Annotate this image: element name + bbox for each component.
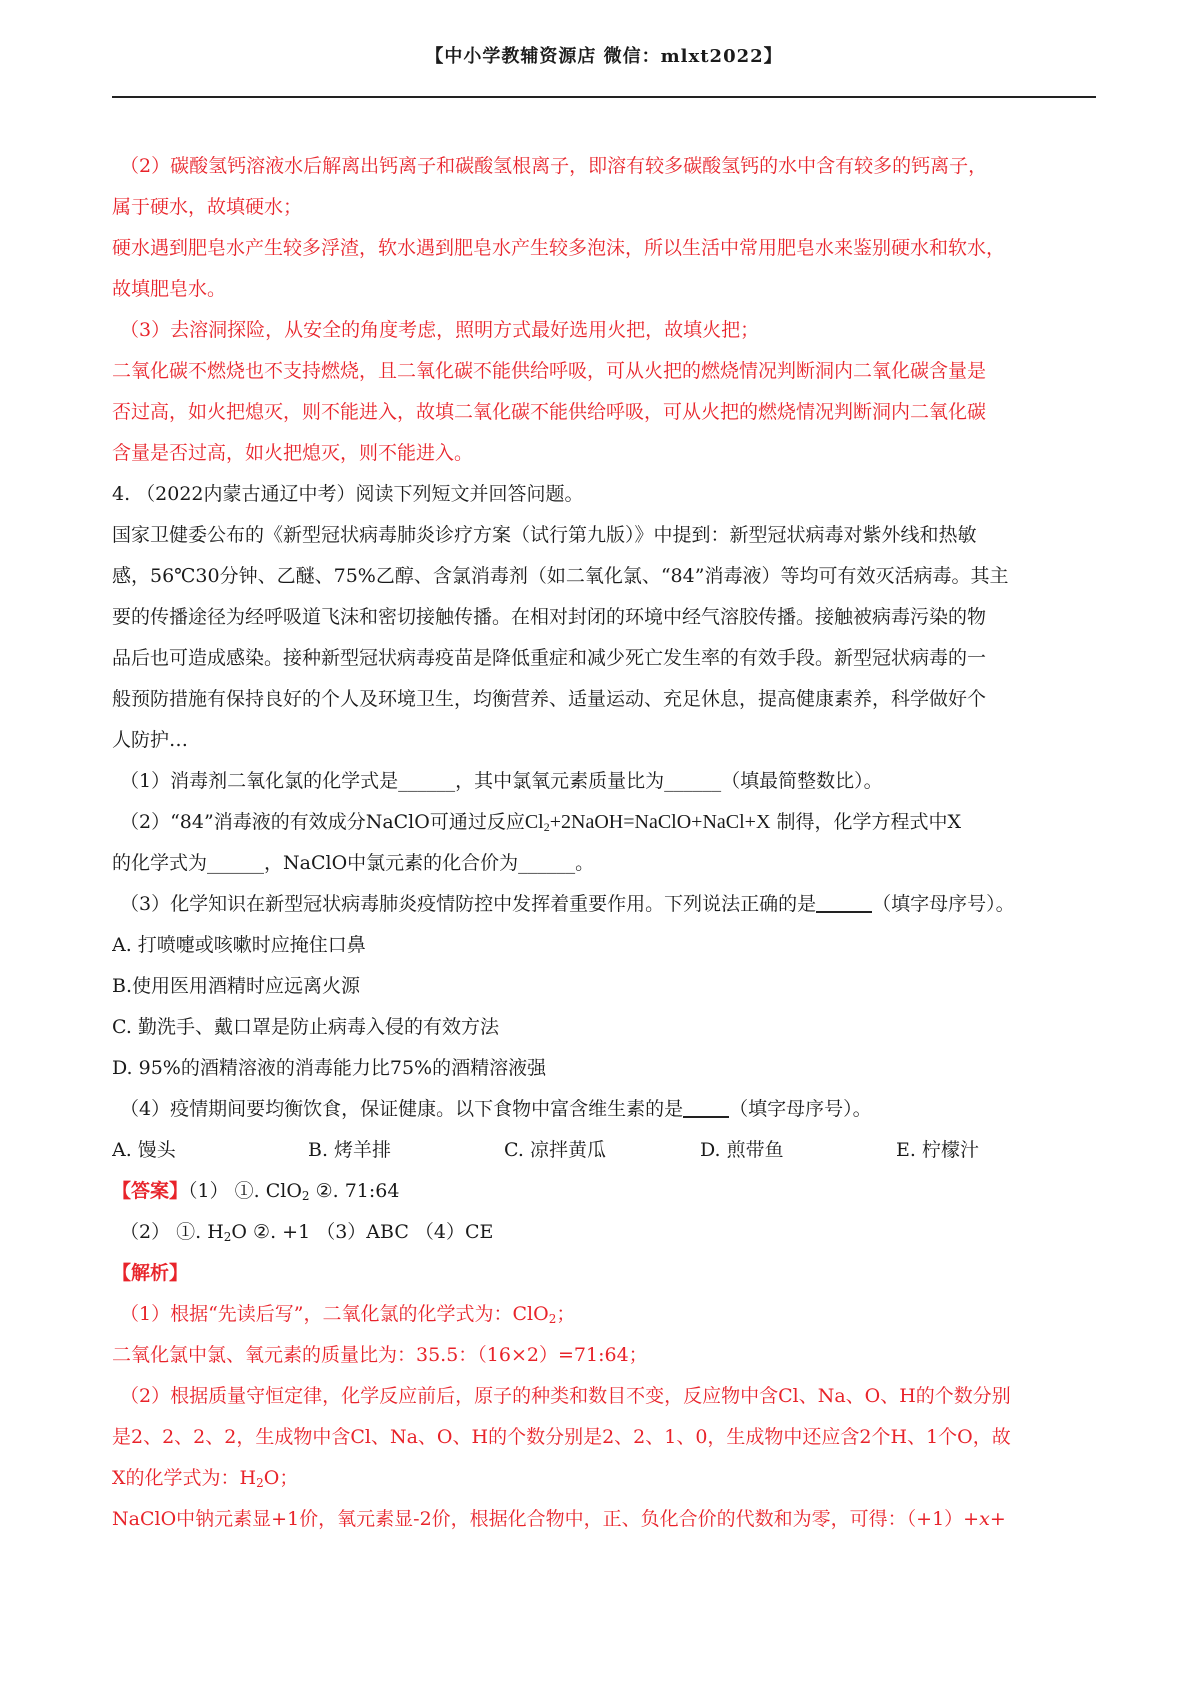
analysis-line [112,1499,1096,1540]
text-line: 般预防措施有保持良好的个人及环境卫生，均衡营养、适量运动、充足休息，提高健康素养，科学做好个 [112,688,987,710]
text-span: （2） ①. H [120,1221,224,1243]
answer-blank [816,891,872,913]
food-option: E. 柠檬汁 [896,1139,979,1161]
answer-line-1 [112,1171,1096,1212]
page-header [112,36,1096,98]
text-line: 品后也可造成感染。接种新型冠状病毒疫苗是降低重症和减少死亡发生率的有效手段。新型冠状病毒的一 [112,647,987,669]
analysis-label: 【解析】 [112,1262,189,1284]
formula-subscript: 2 [223,1230,232,1244]
food-option: A. 馒头 [112,1139,176,1161]
text-line: （3）去溶洞探险，从安全的角度考虑，照明方式最好选用火把，故填火把； [120,319,760,341]
formula-subscript: 2 [543,820,550,834]
text-span: （1）根据“先读后写”，二氧化氯的化学式为：ClO [120,1303,549,1325]
food-options [112,1130,1096,1171]
text-span: NaClO中钠元素显+1价，氧元素显-2价，根据化合物中，正、负化合价的代数和为零，可得：（+1）+ [112,1508,980,1530]
question-title: 4. （2022内蒙古通辽中考）阅读下列短文并回答问题。 [112,483,584,505]
text-line: 国家卫健委公布的《新型冠状病毒肺炎诊疗方案（试行第九版）》中提到：新型冠状病毒对紫外线和热敏 [112,524,977,546]
formula-subscript: 2 [548,1312,557,1326]
text-line: 人防护… [112,729,189,751]
formula-part: +2NaOH=NaClO+NaCl+X [549,811,771,833]
text-span: 制得，化学方程式中X [770,811,961,833]
formula-subscript: 2 [256,1476,264,1490]
analysis-line: 二氧化氯中氯、氧元素的质量比为：35.5：（16×2）=71:64； [112,1344,648,1366]
sub-question-1: （1）消毒剂二氧化氯的化学式是______，其中氯氧元素质量比为______（填最简整数比）。 [120,770,883,792]
answer-blank [683,1096,729,1118]
text-span: （2）“84”消毒液的有效成分NaClO可通过反应 [120,811,525,833]
text-line: 的化学式为______，NaClO中氯元素的化合价为______。 [112,852,595,874]
text-span: （4）疫情期间要均衡饮食，保证健康。以下食物中富含维生素的是 [120,1098,684,1120]
answer-label: 【答案】 [112,1180,189,1202]
text-span: O； [263,1467,299,1489]
sub-question-3 [112,884,1096,925]
text-span: （填字母序号）。 [729,1098,872,1120]
text-span: X的化学式为：H [112,1467,257,1489]
header-title: 【中小学教辅资源店 微信：mlxt2022】 [425,46,783,67]
text-line: 属于硬水，故填硬水； [112,196,303,218]
analysis-line [112,1294,1096,1335]
text-line: 要的传播途径为经呼吸道飞沫和密切接触传播。在相对封闭的环境中经气溶胶传播。接触被病毒污染的物 [112,606,987,628]
variable-x: x [979,1508,990,1530]
option-c: C. 勤洗手、戴口罩是防止病毒入侵的有效方法 [112,1016,499,1038]
text-span: ； [556,1303,576,1325]
text-line: 故填肥皂水。 [112,278,227,300]
text-line: 否过高，如火把熄灭，则不能进入，故填二氧化碳不能供给呼吸，可从火把的燃烧情况判断洞内二氧化碳 [112,401,987,423]
formula-subscript: 2 [301,1189,310,1203]
analysis-line: 是2、2、2、2，生成物中含Cl、Na、O、H的个数分别是2、2、1、0，生成物中还应含2个H、1个O，故 [112,1426,1011,1448]
food-option: B. 烤羊排 [308,1139,392,1161]
sub-question-2 [112,802,1096,843]
sub-question-4 [112,1089,1096,1130]
chemical-equation [525,811,771,833]
text-span: （3）化学知识在新型冠状病毒肺炎疫情防控中发挥着重要作用。下列说法正确的是 [120,893,817,915]
text-span: （填字母序号）。 [872,893,1015,915]
option-b: B.使用医用酒精时应远离火源 [112,975,361,997]
food-option: D. 煎带鱼 [700,1139,784,1161]
text-span: （1） ①. ClO [188,1180,302,1202]
text-span: ②. 71:64 [309,1180,400,1202]
text-line: 二氧化碳不燃烧也不支持燃烧，且二氧化碳不能供给呼吸，可从火把的燃烧情况判断洞内二氧化碳含量是 [112,360,987,382]
food-option: C. 凉拌黄瓜 [504,1139,606,1161]
option-a: A. 打喷嚏或咳嗽时应掩住口鼻 [112,934,366,956]
analysis-line: （2）根据质量守恒定律，化学反应前后，原子的种类和数目不变，反应物中含Cl、Na、O、H的个数分别 [120,1385,1011,1407]
text-line: 感，56℃30分钟、乙醚、75%乙醇、含氯消毒剂（如二氧化氯、“84”消毒液）等均可有效灭活病毒。其主 [112,565,1009,587]
analysis-line [112,1458,1096,1499]
text-line: （2）碳酸氢钙溶液水后解离出钙离子和碳酸氢根离子，即溶有较多碳酸氢钙的水中含有较多的钙离子， [120,155,988,177]
text-line: 硬水遇到肥皂水产生较多浮渣，软水遇到肥皂水产生较多泡沫，所以生活中常用肥皂水来鉴别硬水和软水， [112,237,1006,259]
answer-line-2 [112,1212,1096,1253]
formula-part: Cl [524,811,544,833]
document-body [112,146,1096,1540]
text-span: O ②. +1 （3）ABC （4）CE [231,1221,494,1243]
text-line: 含量是否过高，如火把熄灭，则不能进入。 [112,442,474,464]
option-d: D. 95%的酒精溶液的消毒能力比75%的酒精溶液强 [112,1057,547,1079]
text-span: + [989,1508,1006,1530]
